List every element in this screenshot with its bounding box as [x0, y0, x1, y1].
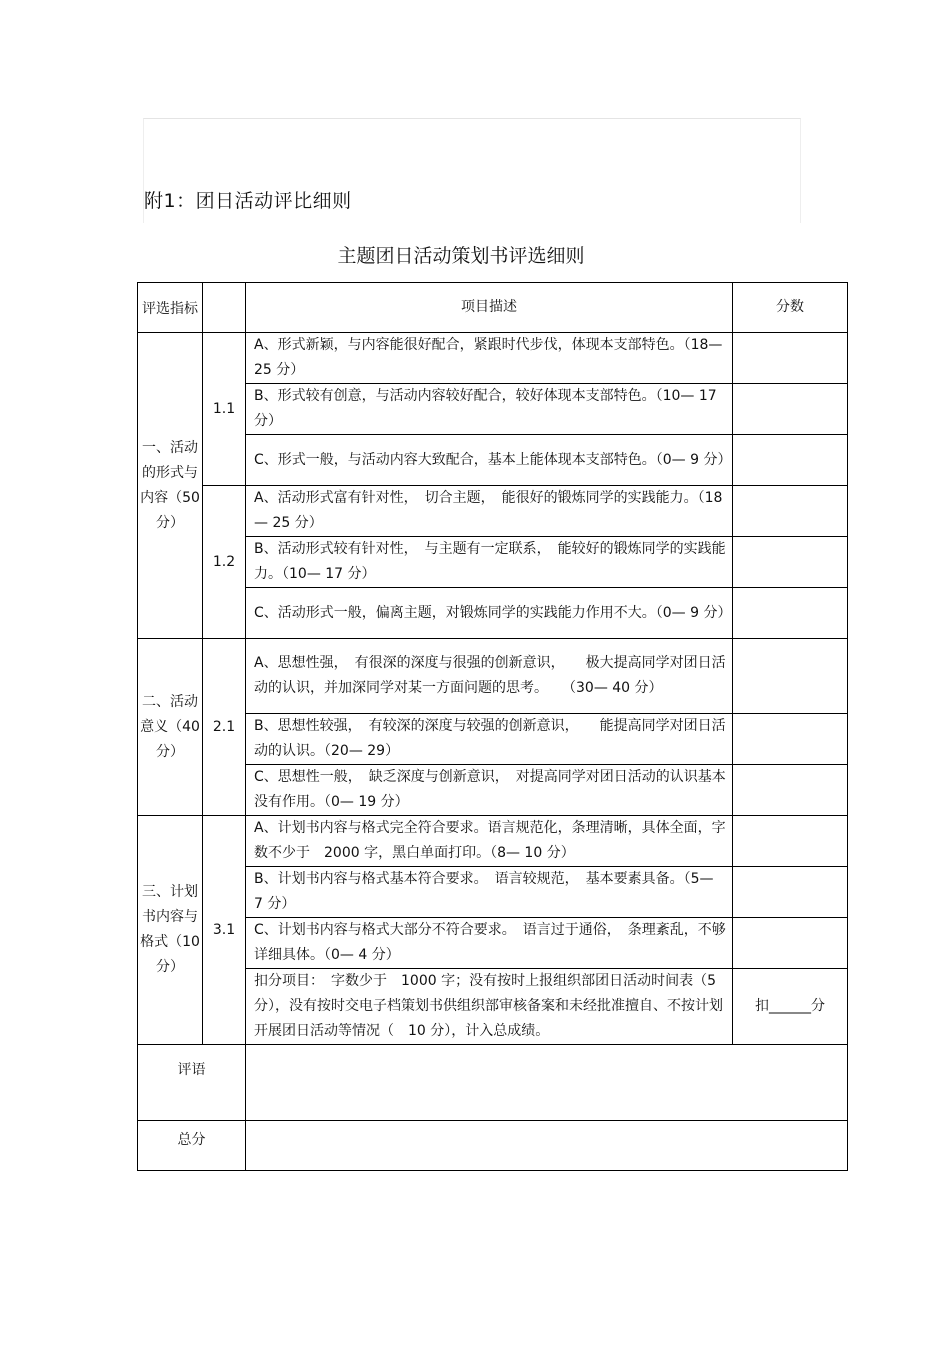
description-cell: C、活动形式一般，偏离主题，对锻炼同学的实践能力作用不大。（0— 9 分） [246, 588, 733, 639]
description-cell: B、活动形式较有针对性， 与主题有一定联系， 能较好的锻炼同学的实践能力。（10— 17 分） [246, 537, 733, 588]
score-cell [733, 639, 848, 714]
description-cell: C、计划书内容与格式大部分不符合要求。 语言过于通俗， 条理紊乱，不够详细具体。（0— 4 分） [246, 918, 733, 969]
description-cell: A、计划书内容与格式完全符合要求。语言规范化，条理清晰，具体全面，字数不少于 2000 字，黑白单面打印。（8— 10 分） [246, 816, 733, 867]
item-code: 1.2 [203, 486, 246, 639]
score-cell [733, 714, 848, 765]
comment-label: 评语 [138, 1045, 246, 1121]
score-cell [733, 486, 848, 537]
score-cell [733, 333, 848, 384]
score-cell [733, 588, 848, 639]
indicator-column-header: 评选指标 [138, 283, 203, 333]
table-row [138, 816, 848, 867]
item-code: 3.1 [203, 816, 246, 1045]
total-row [138, 1121, 848, 1171]
item-code: 2.1 [203, 639, 246, 816]
table-header-row [138, 283, 848, 333]
score-cell [733, 384, 848, 435]
score-cell [733, 867, 848, 918]
section-indicator: 一、活动的形式与内容（50分） [138, 333, 203, 639]
description-column-header: 项目描述 [246, 283, 733, 333]
score-cell [733, 816, 848, 867]
score-column-header: 分数 [733, 283, 848, 333]
code-column-header [203, 283, 246, 333]
description-cell: A、形式新颖，与内容能很好配合，紧跟时代步伐，体现本支部特色。（18— 25 分） [246, 333, 733, 384]
score-cell [733, 537, 848, 588]
score-cell [733, 765, 848, 816]
total-field[interactable] [246, 1121, 848, 1171]
deduction-score-field[interactable]: 扣______分 [733, 969, 848, 1045]
description-cell: A、活动形式富有针对性， 切合主题， 能很好的锻炼同学的实践能力。（18— 25 分） [246, 486, 733, 537]
criteria-table [137, 282, 848, 1171]
description-cell: C、思想性一般， 缺乏深度与创新意识， 对提高同学对团日活动的认识基本没有作用。（0— 19 分） [246, 765, 733, 816]
appendix-heading: 附1：团日活动评比细则 [144, 190, 352, 212]
section-indicator: 二、活动意义（40分） [138, 639, 203, 816]
description-cell: B、形式较有创意，与活动内容较好配合，较好体现本支部特色。（10— 17 分） [246, 384, 733, 435]
deduction-description: 扣分项目： 字数少于 1000 字；没有按时上报组织部团日活动时间表（5 分），没有按时交电子档策划书供组织部审核备案和未经批准擅自、不按计划开展团日活动等情况（ 10 分），计入总成绩。 [246, 969, 733, 1045]
item-code: 1.1 [203, 333, 246, 486]
comment-field[interactable] [246, 1045, 848, 1121]
total-label: 总分 [138, 1121, 246, 1171]
comment-row [138, 1045, 848, 1121]
score-cell [733, 435, 848, 486]
score-cell [733, 918, 848, 969]
description-cell: B、计划书内容与格式基本符合要求。 语言较规范， 基本要素具备。（5— 7 分） [246, 867, 733, 918]
description-cell: B、思想性较强， 有较深的深度与较强的创新意识， 能提高同学对团日活动的认识。（20— 29） [246, 714, 733, 765]
document-title: 主题团日活动策划书评选细则 [337, 245, 585, 267]
description-cell: A、思想性强， 有很深的深度与很强的创新意识， 极大提高同学对团日活动的认识，并加深同学对某一方面问题的思考。 （30— 40 分） [246, 639, 733, 714]
table-row [138, 639, 848, 714]
table-row [138, 333, 848, 384]
description-cell: C、形式一般，与活动内容大致配合，基本上能体现本支部特色。（0— 9 分） [246, 435, 733, 486]
table-row [138, 486, 848, 537]
section-indicator: 三、计划书内容与格式（10分） [138, 816, 203, 1045]
